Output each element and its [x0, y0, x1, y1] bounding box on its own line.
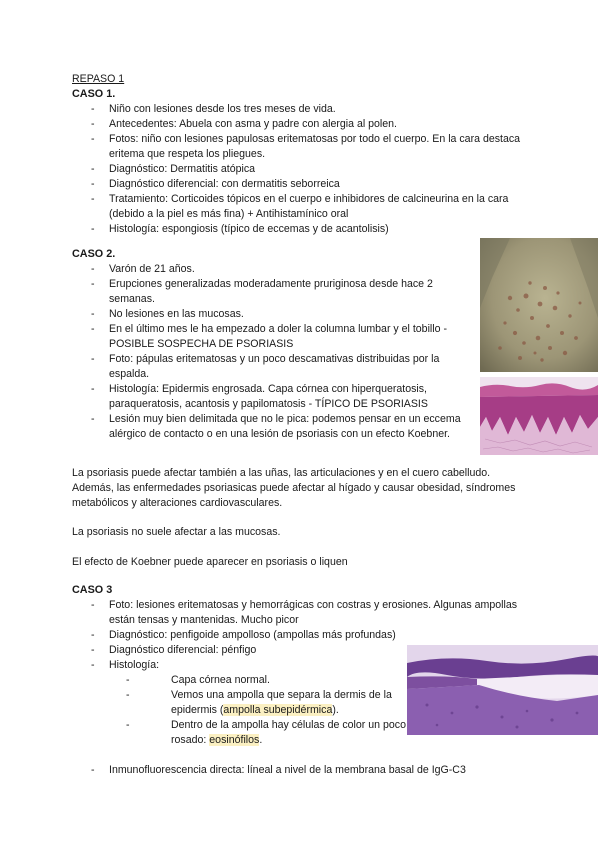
caso1-heading: CASO 1. — [72, 88, 116, 100]
highlight-eosinofilos: eosinófilos — [209, 734, 260, 746]
pemphigoid-histology-image — [407, 645, 598, 735]
list-item: - Lesión muy bien delimitada que no le pica: podemos pensar en un eccema alérgico de contacto o en una lesión de psoriasis con un efecto Koebner. — [72, 412, 467, 442]
caso3-heading: CASO 3 — [72, 584, 113, 596]
list-item: - Inmunofluorescencia directa: líneal a nivel de la membrana basal de IgG-C3 — [72, 763, 534, 778]
koebner-paragraph: El efecto de Koebner puede aparecer en psoriasis o liquen — [72, 556, 348, 568]
list-item: - Histología: espongiosis (típico de eccemas y de acantolisis) — [72, 222, 534, 237]
list-item: - Foto: lesiones eritematosas y hemorrágicas con costras y erosiones. Algunas ampollas están tensas y mantenidas. Mucho picor — [72, 598, 534, 628]
caso1-list — [72, 102, 534, 237]
list-item: - Diagnóstico: penfigoide ampolloso (ampollas más profundas) — [72, 628, 534, 643]
back-lesions-photo — [480, 238, 598, 372]
list-item: - Diagnóstico: Dermatitis atópica — [72, 162, 534, 177]
pemphigoid-histology-photo — [407, 645, 598, 735]
mucosa-paragraph: La psoriasis no suele afectar a las mucosas. — [72, 526, 281, 538]
list-item: - Diagnóstico diferencial: con dermatitis seborreica — [72, 177, 534, 192]
caso2-heading: CASO 2. — [72, 248, 116, 260]
list-item: - Diagnóstico diferencial: pénfigo — [72, 643, 534, 658]
list-item: - Vemos una ampolla que separa la dermis de la epidermis (ampolla subepidérmica). — [72, 688, 417, 718]
psoriasis-histology-photo — [480, 377, 598, 455]
list-item: - Tratamiento: Corticoides tópicos en el cuerpo e inhibidores de calcineurina en la cara (debido a la piel es más fina) + Antihistamínico oral — [72, 192, 534, 222]
back-lesions-image — [480, 238, 598, 372]
list-item: - Foto: pápulas eritematosas y un poco descamativas distribuidas por la espalda. — [72, 352, 467, 382]
psoriasis-paragraph: La psoriasis puede afectar también a las uñas, las articulaciones y en el cuero cabelludo. Además, las enfermedades psoriasicas puede afectar al hígado y causar obesidad, síndromes metabólicos y alteraciones cardiovasculares. — [72, 467, 516, 509]
highlight-ampolla: ampolla subepidérmica — [223, 704, 333, 716]
list-item: - Capa córnea normal. — [72, 673, 417, 688]
histology-sublist — [72, 673, 417, 748]
list-item: - Histología: — [72, 658, 534, 673]
list-item: - Erupciones generalizadas moderadamente pruriginosa desde hace 2 semanas. — [72, 277, 467, 307]
document-title: REPASO 1 — [72, 73, 125, 85]
caso2-list — [72, 262, 467, 442]
list-item: - Niño con lesiones desde los tres meses de vida. — [72, 102, 534, 117]
list-item: - Fotos: niño con lesiones papulosas eritematosas por todo el cuerpo. En la cara destaca eritema que respeta los pliegues. — [72, 132, 534, 162]
list-item: - Varón de 21 años. — [72, 262, 467, 277]
list-item: - Antecedentes: Abuela con asma y padre con alergia al polen. — [72, 117, 534, 132]
list-item: - Dentro de la ampolla hay células de color un poco rosado: eosinófilos. — [72, 718, 417, 748]
list-item: - En el último mes le ha empezado a doler la columna lumbar y el tobillo - POSIBLE SOSPECHA DE PSORIASIS — [72, 322, 467, 352]
caso3-last-list — [72, 763, 534, 778]
list-item: - Histología: Epidermis engrosada. Capa córnea con hiperqueratosis, paraqueratosis, acantosis y papilomatosis - TÍPICO DE PSORIASIS — [72, 382, 467, 412]
list-item: - No lesiones en las mucosas. — [72, 307, 467, 322]
psoriasis-histology-image — [480, 377, 598, 455]
